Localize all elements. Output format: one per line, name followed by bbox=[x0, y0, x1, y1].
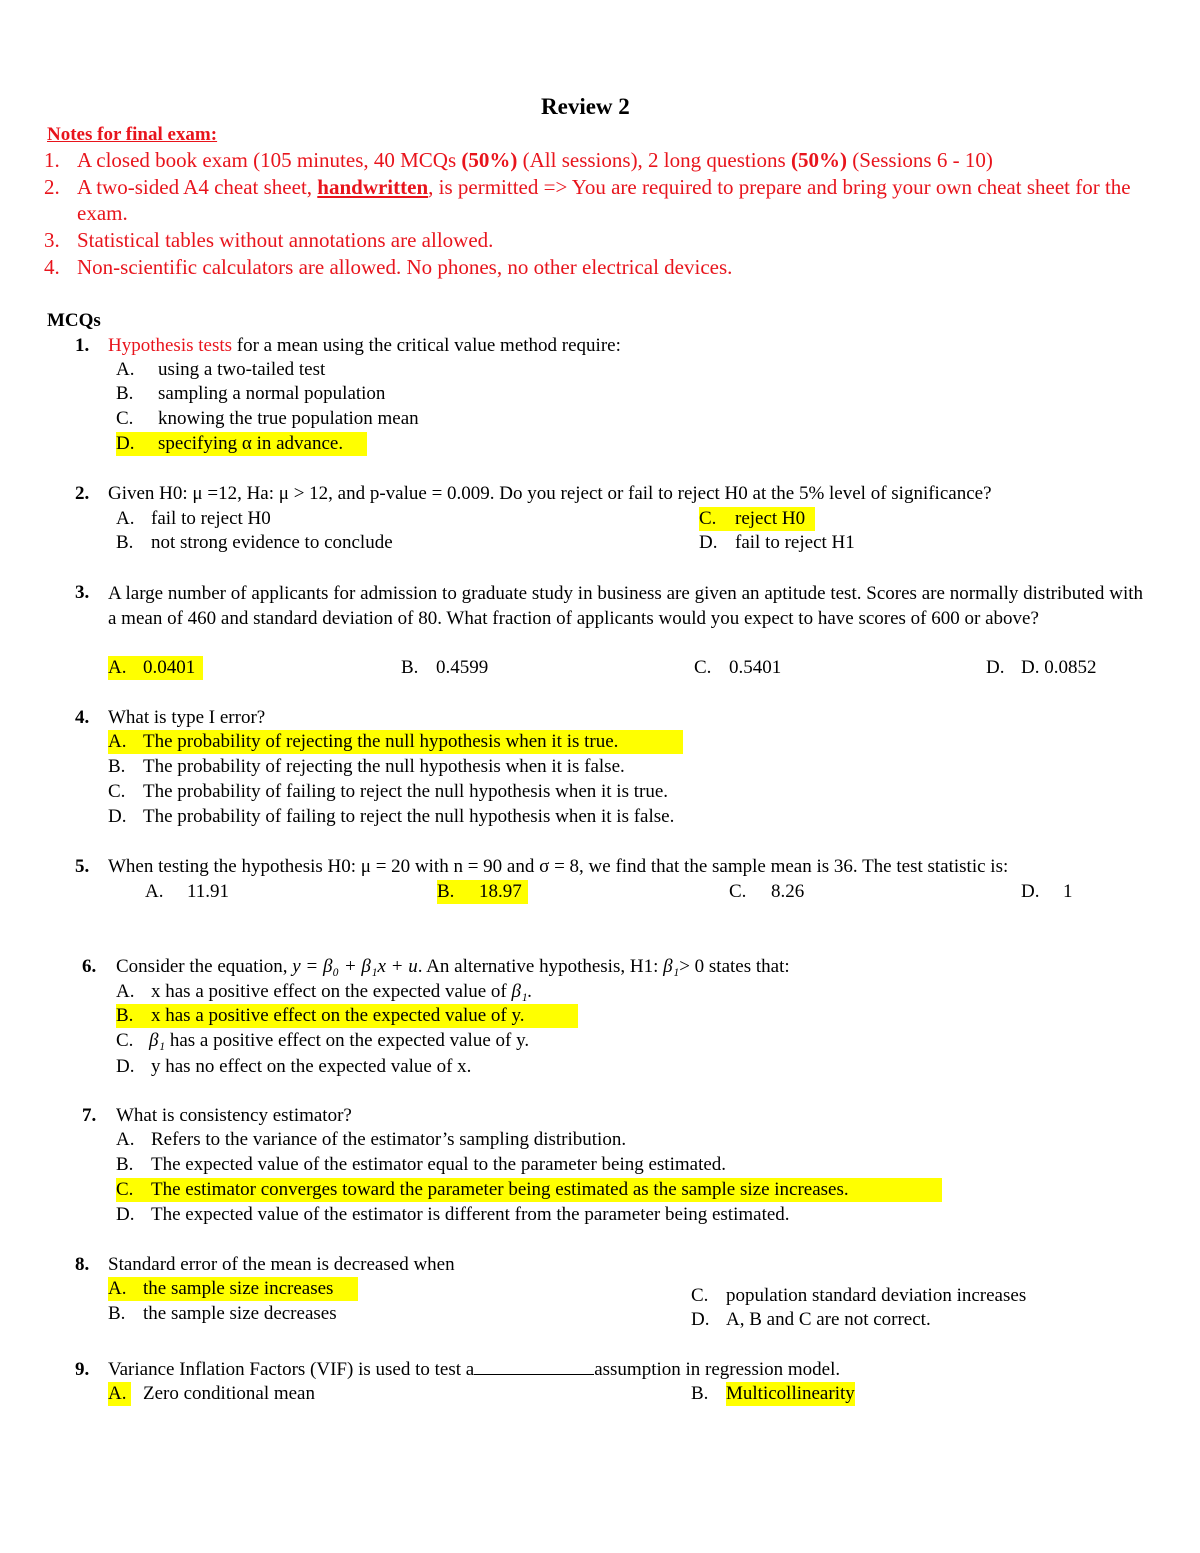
option-text: fail to reject H1 bbox=[735, 532, 855, 553]
note-number: 2. bbox=[44, 175, 60, 199]
option-c bbox=[694, 656, 782, 680]
option-b bbox=[116, 382, 386, 406]
option-d bbox=[116, 1055, 472, 1079]
option-a-answer bbox=[108, 730, 683, 754]
option-letter: B. bbox=[401, 657, 419, 678]
question-number: 8. bbox=[75, 1254, 90, 1275]
option-letter: D. bbox=[986, 657, 1005, 678]
option-b bbox=[108, 1302, 337, 1326]
option-letter: D. bbox=[691, 1309, 710, 1330]
option-text: y has no effect on the expected value of x. bbox=[151, 1056, 472, 1077]
option-text: The expected value of the estimator is different from the parameter being estimated. bbox=[151, 1204, 790, 1225]
note-text-part: , is permitted => You are required to prepare and bring your own cheat sheet for the exam. bbox=[77, 175, 1131, 225]
option-letter: B. bbox=[116, 1154, 134, 1175]
option-text: 1 bbox=[1063, 881, 1073, 902]
option-text: The expected value of the estimator equal to the parameter being estimated. bbox=[151, 1154, 727, 1175]
question-text: What is type I error? bbox=[108, 707, 266, 728]
beta-symbol: β₁. bbox=[511, 981, 533, 1002]
note-text-part: A two-sided A4 cheat sheet, bbox=[77, 175, 318, 199]
option-d bbox=[986, 656, 1097, 680]
option-letter: C. bbox=[108, 781, 126, 802]
option-letter: A. bbox=[108, 1278, 127, 1299]
note-text-part: A closed book exam (105 minutes, 40 MCQs bbox=[77, 148, 462, 172]
note-text-part: (All sessions), 2 long questions bbox=[517, 148, 791, 172]
option-b-answer bbox=[116, 1004, 578, 1028]
option-text: fail to reject H0 bbox=[151, 508, 271, 529]
option-a-letter-highlight bbox=[108, 1382, 131, 1406]
option-letter: A. bbox=[145, 881, 164, 902]
option-letter: C. bbox=[116, 1179, 134, 1200]
option-d bbox=[1021, 880, 1073, 904]
option-text: the sample size decreases bbox=[143, 1303, 337, 1324]
option-c-answer bbox=[116, 1178, 942, 1202]
question-number: 6. bbox=[82, 956, 97, 977]
question-number: 3. bbox=[75, 582, 90, 603]
question-text bbox=[116, 955, 790, 979]
question-text bbox=[108, 1358, 840, 1382]
note-item bbox=[44, 147, 60, 173]
option-c bbox=[116, 1029, 530, 1053]
note-text bbox=[77, 147, 993, 173]
question-number: 1. bbox=[75, 335, 90, 356]
option-text: Refers to the variance of the estimator’s sampling distribution. bbox=[151, 1129, 627, 1150]
option-text: reject H0 bbox=[735, 508, 806, 529]
question-number: 5. bbox=[75, 856, 90, 877]
option-d bbox=[691, 1308, 931, 1332]
option-text bbox=[151, 980, 532, 1004]
beta-symbol: β₁ bbox=[149, 1030, 166, 1051]
question-text: What is consistency estimator? bbox=[116, 1105, 352, 1126]
option-letter: A. bbox=[108, 1383, 127, 1404]
option-text: sampling a normal population bbox=[158, 383, 386, 404]
option-text: The probability of failing to reject the null hypothesis when it is true. bbox=[143, 781, 669, 802]
option-letter: B. bbox=[116, 1005, 134, 1026]
mcqs-heading: MCQs bbox=[47, 310, 101, 331]
option-letter: D. bbox=[116, 1056, 135, 1077]
option-b bbox=[116, 531, 393, 555]
option-letter: B. bbox=[116, 383, 134, 404]
option-letter: C. bbox=[694, 657, 712, 678]
option-letter: C. bbox=[729, 881, 747, 902]
option-text: 11.91 bbox=[187, 881, 230, 902]
option-text bbox=[149, 1029, 529, 1053]
question-number: 9. bbox=[75, 1359, 90, 1380]
question-text-part: for a mean using the critical value method require: bbox=[232, 335, 621, 356]
option-a-answer bbox=[108, 1277, 358, 1301]
option-text: not strong evidence to conclude bbox=[151, 532, 393, 553]
note-bold-underline: handwritten bbox=[317, 175, 429, 199]
option-text: The probability of failing to reject the null hypothesis when it is false. bbox=[143, 806, 675, 827]
option-text: using a two-tailed test bbox=[158, 359, 326, 380]
option-a bbox=[116, 980, 533, 1004]
question-text: When testing the hypothesis H0: μ = 20 with n = 90 and σ = 8, we find that the sample mean is 36. The test statistic is: bbox=[108, 856, 1009, 877]
option-c-answer bbox=[699, 507, 815, 531]
option-d bbox=[108, 805, 675, 829]
option-d bbox=[699, 531, 855, 555]
option-c bbox=[108, 780, 669, 804]
option-letter: C. bbox=[116, 408, 134, 429]
option-text: knowing the true population mean bbox=[158, 408, 419, 429]
option-letter: B. bbox=[108, 756, 126, 777]
option-text: 0.0401 bbox=[143, 657, 196, 678]
note-text: Non-scientific calculators are allowed. No phones, no other electrical devices. bbox=[77, 255, 733, 279]
option-letter: D. bbox=[116, 1204, 135, 1225]
option-letter: A. bbox=[116, 508, 135, 529]
question-text: A large number of applicants for admission to graduate study in business are given an aptitude test. Scores are normally distributed with a mean of 460 and standard deviation of 80. What fraction of applicants would you expect to have scores of 600 or above? bbox=[108, 583, 1143, 629]
page-title: Review 2 bbox=[541, 94, 630, 119]
option-b bbox=[401, 656, 489, 680]
option-letter: A. bbox=[116, 359, 135, 380]
question-text-part: assumption in regression model. bbox=[594, 1359, 841, 1380]
question-text-part: Consider the equation, bbox=[116, 956, 293, 977]
option-letter: D. bbox=[699, 532, 718, 553]
option-text: population standard deviation increases bbox=[726, 1285, 1027, 1306]
question-text: Standard error of the mean is decreased when bbox=[108, 1254, 455, 1275]
option-text: x has a positive effect on the expected value of y. bbox=[151, 1005, 525, 1026]
equation: y = β₀ + β₁x + u bbox=[292, 956, 418, 977]
question-text-part: Variance Inflation Factors (VIF) is used to test a bbox=[108, 1359, 475, 1380]
note-bold: (50%) bbox=[790, 148, 847, 172]
option-a bbox=[116, 1128, 627, 1152]
option-a bbox=[116, 507, 271, 531]
option-letter: A. bbox=[116, 1129, 135, 1150]
option-text-part: x has a positive effect on the expected value of bbox=[151, 981, 512, 1002]
option-text: the sample size increases bbox=[143, 1278, 334, 1299]
option-letter: B. bbox=[437, 881, 455, 902]
option-text: The estimator converges toward the parameter being estimated as the sample size increases. bbox=[151, 1179, 849, 1200]
answer-blank bbox=[474, 1358, 594, 1375]
option-letter: B. bbox=[116, 532, 134, 553]
question-number: 4. bbox=[75, 707, 90, 728]
option-b bbox=[108, 755, 625, 779]
question-text-part: > 0 states that: bbox=[679, 956, 790, 977]
option-a bbox=[116, 358, 326, 382]
option-text: The probability of rejecting the null hypothesis when it is true. bbox=[143, 731, 619, 752]
note-text bbox=[77, 174, 1157, 226]
notes-heading: Notes for final exam: bbox=[47, 124, 218, 145]
option-letter: B. bbox=[108, 1303, 126, 1324]
option-letter: A. bbox=[108, 731, 127, 752]
note-text: Statistical tables without annotations are allowed. bbox=[77, 228, 494, 252]
option-c bbox=[729, 880, 805, 904]
option-b-answer bbox=[437, 880, 528, 904]
note-bold: (50%) bbox=[461, 148, 518, 172]
option-b-answer: Multicollinearity bbox=[726, 1383, 855, 1404]
option-d bbox=[116, 1203, 790, 1227]
option-letter: C. bbox=[116, 1030, 134, 1051]
option-d-answer bbox=[116, 432, 367, 456]
beta-symbol: β₁ bbox=[663, 956, 680, 977]
option-text: 0.4599 bbox=[436, 657, 489, 678]
option-text: D. 0.0852 bbox=[1021, 657, 1097, 678]
option-letter: A. bbox=[108, 657, 127, 678]
note-text-part: (Sessions 6 - 10) bbox=[846, 148, 993, 172]
option-c bbox=[116, 407, 419, 431]
option-text: specifying α in advance. bbox=[158, 433, 344, 454]
option-text: A, B and C are not correct. bbox=[726, 1309, 931, 1330]
option-letter: C. bbox=[699, 508, 717, 529]
option-c bbox=[691, 1284, 1027, 1308]
option-letter: D. bbox=[1021, 881, 1040, 902]
note-number: 3. bbox=[44, 228, 60, 252]
note-number: 4. bbox=[44, 255, 60, 279]
question-lead: Hypothesis tests bbox=[108, 335, 233, 356]
option-text-part: has a positive effect on the expected value of y. bbox=[165, 1030, 530, 1051]
question-number: 7. bbox=[82, 1105, 97, 1126]
option-letter: D. bbox=[116, 433, 135, 454]
option-letter: C. bbox=[691, 1285, 709, 1306]
note-number: 1. bbox=[44, 148, 60, 172]
option-letter: A. bbox=[116, 981, 135, 1002]
option-text: 18.97 bbox=[479, 881, 522, 902]
option-text: 8.26 bbox=[771, 881, 805, 902]
question-number: 2. bbox=[75, 483, 90, 504]
option-b bbox=[116, 1153, 727, 1177]
option-a-answer bbox=[108, 656, 203, 680]
option-letter: D. bbox=[108, 806, 127, 827]
question-text-part: . An alternative hypothesis, H1: bbox=[417, 956, 664, 977]
question-text bbox=[108, 334, 621, 358]
option-b-letter: B. bbox=[691, 1383, 709, 1404]
option-text: The probability of rejecting the null hypothesis when it is false. bbox=[143, 756, 625, 777]
question-text: Given H0: μ =12, Ha: μ > 12, and p-value = 0.009. Do you reject or fail to reject H0 at the 5% level of significance? bbox=[108, 483, 992, 504]
option-a: Zero conditional mean bbox=[143, 1383, 315, 1404]
option-text: 0.5401 bbox=[729, 657, 782, 678]
option-a bbox=[145, 880, 230, 904]
